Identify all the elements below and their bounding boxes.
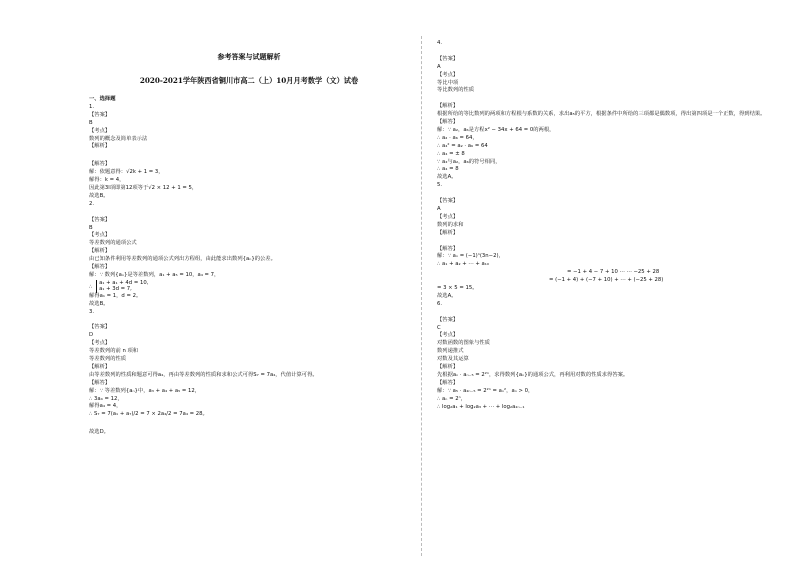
q5-number: 5. (437, 182, 443, 189)
q3-step: 故选D。 (89, 429, 109, 436)
q5-answer-label: 【答案】 (437, 198, 459, 205)
q6-step: 解：∵ a₅ · a₂ₙ₋₅ = 2²ⁿ = aₙ²，aₙ > 0， (437, 387, 534, 394)
q4-step: ∴ a₄² = a₂ · a₆ = 64 (437, 142, 488, 149)
q5-answer: A (437, 205, 441, 212)
q5-kp-label: 【考点】 (437, 213, 459, 220)
q6-step: ∴ log₂a₁ + log₂a₃ + ⋯ + log₂a₂ₙ₋₁ (437, 403, 525, 410)
q3-step: 解：∵ 等差数列{aₙ}中，a₃ + a₄ + a₅ = 12， (89, 387, 201, 394)
q3-solution-label: 【解答】 (89, 379, 111, 386)
q5-step: ∴ a₁ + a₂ + ⋯ + a₁₀ (437, 261, 489, 268)
q2-step: 故选B。 (89, 300, 109, 307)
section-heading: 一、选择题 (89, 96, 116, 102)
q2-answer: B (89, 224, 93, 231)
q1-step: 解得：k = 4， (89, 177, 125, 184)
q2-equation: a₁ + 3d = 7, (99, 286, 132, 293)
q3-number: 3. (89, 308, 95, 315)
q5-step: = 3 × 5 = 15。 (437, 285, 478, 292)
q1-answer-label: 【答案】 (89, 111, 111, 118)
q4-analysis-label: 【解析】 (437, 103, 459, 110)
q2-kp: 等差数列的通项公式 (89, 240, 137, 247)
q1-kp: 数列的概念及简单表示法 (89, 135, 148, 142)
q2-step: 解：∵ 数列{aₙ}是等差数列，a₁ + a₅ = 10，a₄ = 7， (89, 272, 220, 279)
q6-answer-label: 【答案】 (437, 316, 459, 323)
q3-step: ∴ S₇ = 7(a₁ + a₇)/2 = 7 × 2a₄/2 = 7a₄ = 28。 (89, 411, 208, 418)
q3-step: ∴ 3a₄ = 12， (89, 395, 123, 402)
q6-kp: 对数函数的图象与性质 (437, 340, 490, 347)
q3-analysis: 由等差数列的性质和题意可得a₄，再由等差数列的性质和求和公式可得S₇ = 7a₄，代值计算可得。 (89, 371, 318, 378)
q5-solution-label: 【解答】 (437, 245, 459, 252)
q3-kp: 等差数列的性质 (89, 355, 127, 362)
q2-kp-label: 【考点】 (89, 232, 111, 239)
q6-kp-label: 【考点】 (437, 332, 459, 339)
q4-number: 4. (437, 40, 443, 46)
q6-analysis: 先根据aₙ · aₙ₋₅ = 2²ⁿ，求得数列{aₙ}的通项公式，再利用对数的性质求得答案。 (437, 371, 629, 378)
q3-kp: 等差数列的前 n 项和 (89, 348, 139, 355)
q4-step: 解：∵ a₂，a₆是方程x² − 34x + 64 = 0的两根， (437, 126, 555, 133)
q5-step: = −1 + 4 − 7 + 10 ⋯ ⋯ −25 + 28 (567, 269, 660, 276)
q5-analysis-label: 【解析】 (437, 229, 459, 236)
doc-subtitle: 2020-2021学年陕西省铜川市高二（上）10月月考数学（文）试卷 (139, 76, 359, 85)
q4-step: ∴ a₄ = ± 8 (437, 150, 465, 157)
q1-kp-label: 【考点】 (89, 127, 111, 134)
q4-kp: 等比中项 (437, 79, 459, 86)
q1-analysis-label: 【解析】 (89, 143, 111, 150)
q1-step: 解：依题意得：√2k + 1 = 3， (89, 169, 164, 176)
q2-equation-system (96, 280, 148, 293)
q6-analysis-label: 【解析】 (437, 364, 459, 371)
doc-title: 参考答案与试题解析 (217, 52, 281, 61)
right-column (437, 40, 767, 412)
q4-step: ∴ a₄ = 8 (437, 166, 459, 173)
q2-solution-label: 【解答】 (89, 264, 111, 271)
q5-step: 解：∵ aₙ = (−1)ⁿ(3n−2)， (437, 253, 504, 260)
q4-step: 故选A。 (437, 174, 457, 181)
q3-step: 解得a₄ = 4， (89, 403, 122, 410)
q1-step: 故选B。 (89, 192, 109, 199)
q4-analysis: 根据所给的等比数列的两项和方程根与系数的关系，求出a₅的平方，根据条件中所给的三项都是偶数项，得出第四项是一个正数，得到结果。 (437, 111, 766, 118)
q2-analysis: 由已知条件利用等差数列的通项公式列出方程组，由此能求出数列{aₙ}的公差。 (89, 256, 276, 263)
q3-analysis-label: 【解析】 (89, 363, 111, 370)
q3-answer-label: 【答案】 (89, 324, 111, 331)
q1-number: 1. (89, 103, 95, 110)
q4-step: ∴ a₂ · a₆ = 64， (437, 134, 478, 141)
q6-kp: 数列递推式 (437, 348, 464, 355)
q2-answer-label: 【答案】 (89, 216, 111, 223)
q4-kp: 等比数列的性质 (437, 87, 475, 94)
q4-answer-label: 【答案】 (437, 55, 459, 62)
q6-step: ∴ aₙ = 2ⁿ， (437, 395, 466, 402)
q2-step: 解得a₁ = 1，d = 2。 (89, 292, 142, 299)
q4-answer: A (437, 63, 441, 70)
q6-answer: C (437, 324, 441, 331)
q1-step: 因此第3l项即第12项等于√2 × 12 + 1 = 5， (89, 185, 198, 192)
q3-answer: D (89, 332, 94, 339)
q4-kp-label: 【考点】 (437, 71, 459, 78)
q2-analysis-label: 【解析】 (89, 248, 111, 255)
q2-equation: a₁ + a₁ + 4d = 10, (99, 279, 149, 286)
q2-system-prefix: ∴ (89, 283, 93, 290)
q1-solution-label: 【解答】 (89, 161, 111, 168)
q2-system (89, 280, 409, 293)
q6-number: 6. (437, 300, 443, 307)
q6-kp: 对数及其运算 (437, 356, 469, 363)
q5-step: 故选A。 (437, 292, 457, 299)
left-column (89, 96, 409, 437)
q2-number: 2. (89, 200, 95, 207)
q6-solution-label: 【解答】 (437, 379, 459, 386)
q3-kp-label: 【考点】 (89, 340, 111, 347)
q1-answer: B (89, 119, 93, 126)
q5-step: = (−1 + 4) + (−7 + 10) + ⋯ + (−25 + 28) (549, 277, 664, 284)
q4-solution-label: 【解答】 (437, 119, 459, 126)
q4-step: ∵ a₄与a₂，a₆的符号相同， (437, 158, 501, 165)
q5-kp: 数列的求和 (437, 221, 464, 228)
column-divider (421, 36, 422, 556)
